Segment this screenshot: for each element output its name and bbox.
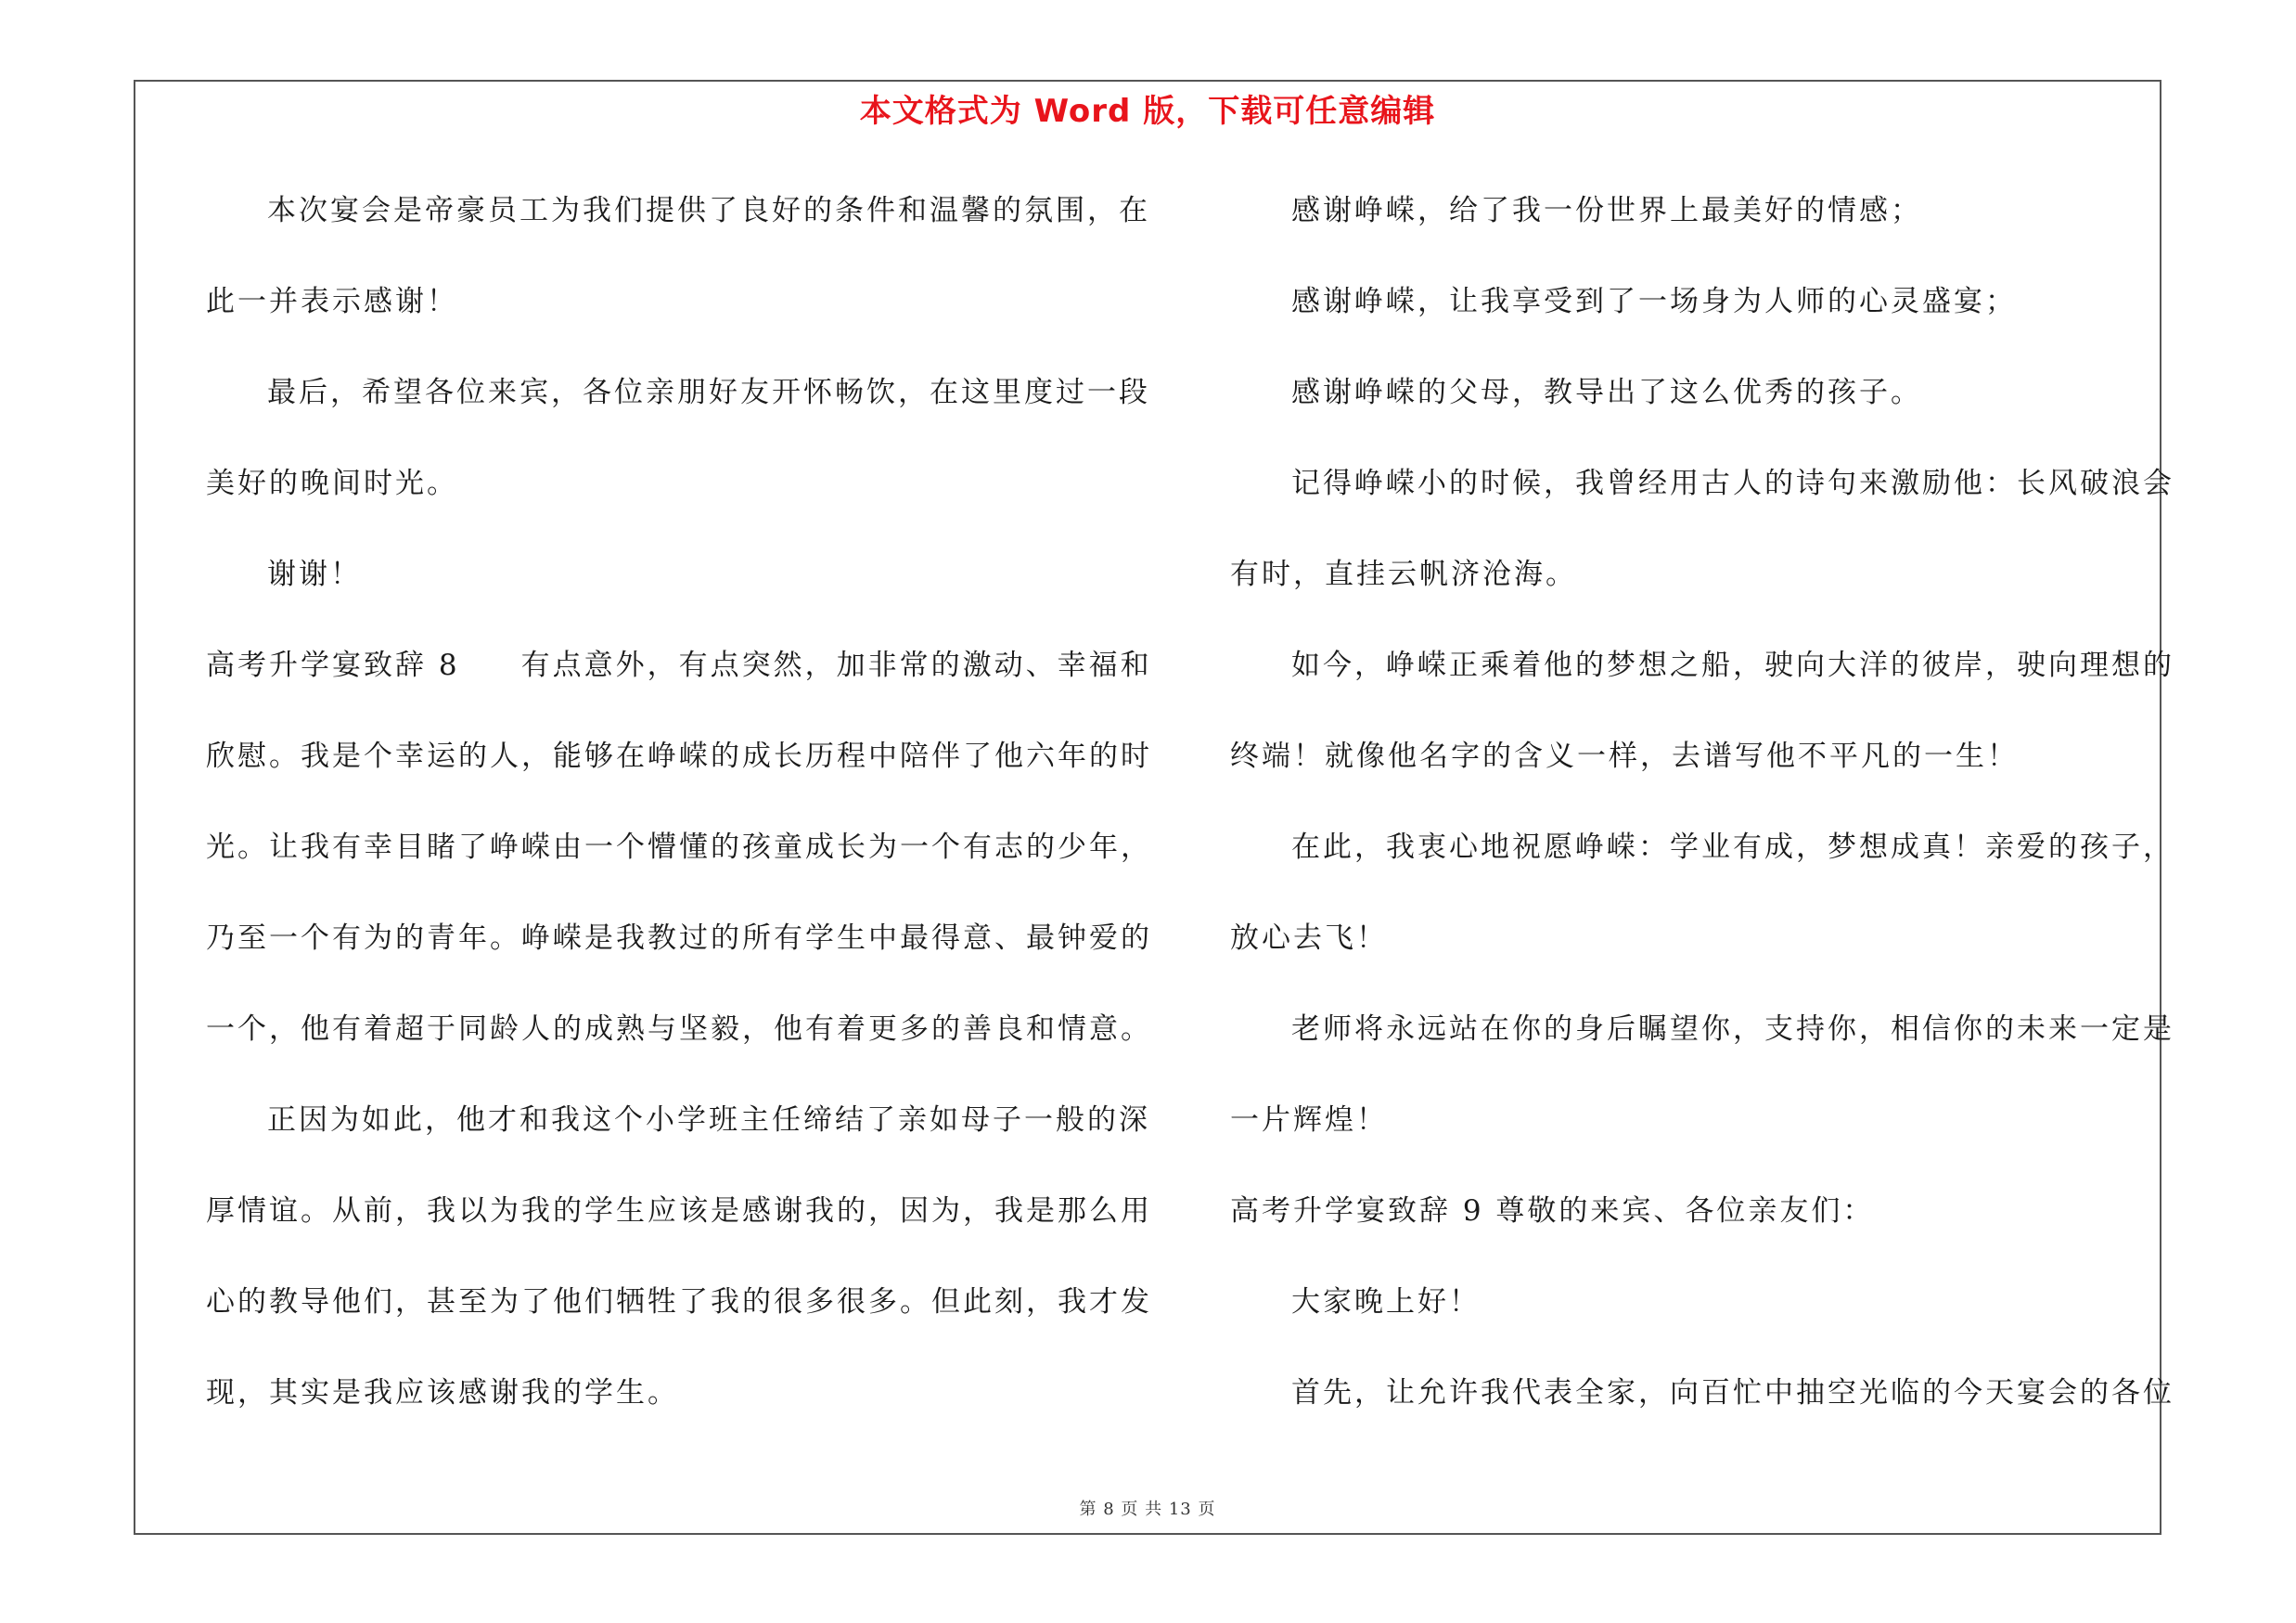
paragraph-line: 首先，让允许我代表全家，向百忙中抽空光临的今天宴会的各位 — [1291, 1376, 2174, 1410]
paragraph-line: 终端！就像他名字的含义一样，去谱写他不平凡的一生！ — [1230, 740, 2019, 773]
section-heading: 高考升学宴致辞 8 — [206, 649, 460, 682]
paragraph-line: 有时，直挂云帆济沧海。 — [1230, 558, 1577, 591]
paragraph-line: 正因为如此，他才和我这个小学班主任缔结了亲如母子一般的深 — [267, 1103, 1150, 1137]
paragraph-line: 美好的晚间时光。 — [206, 467, 458, 500]
paragraph-line: 欣慰。我是个幸运的人，能够在峥嵘的成长历程中陪伴了他六年的时 — [206, 740, 1152, 773]
paragraph-line: 乃至一个有为的青年。峥嵘是我教过的所有学生中最得意、最钟爱的 — [206, 921, 1152, 955]
right-column — [1230, 187, 2174, 1461]
paragraph-line: 一片辉煌！ — [1230, 1103, 1388, 1137]
paragraph-line: 感谢峥嵘，让我享受到了一场身为人师的心灵盛宴； — [1291, 285, 2017, 318]
paragraph-line: 一个，他有着超于同龄人的成熟与坚毅，他有着更多的善良和情意。 — [206, 1012, 1152, 1046]
paragraph-line: 此一并表示感谢！ — [206, 285, 458, 318]
section-heading-line: 高考升学宴致辞 9 尊敬的来宾、各位亲友们： — [1230, 1194, 1875, 1228]
paragraph-line: 谢谢！ — [267, 558, 362, 591]
paragraph-line: 本次宴会是帝豪员工为我们提供了良好的条件和温馨的氛围，在 — [267, 194, 1150, 227]
section-heading-line — [206, 642, 1152, 733]
paragraph-line: 大家晚上好！ — [1291, 1285, 1481, 1319]
paragraph-line: 在此，我衷心地祝愿峥嵘：学业有成，梦想成真！亲爱的孩子， — [1291, 831, 2174, 864]
section-heading-text: 有点意外，有点突然，加非常的激动、幸福和 — [520, 649, 1152, 682]
paragraph-line: 心的教导他们，甚至为了他们牺牲了我的很多很多。但此刻，我才发 — [206, 1285, 1152, 1319]
paragraph-line: 老师将永远站在你的身后瞩望你，支持你，相信你的未来一定是 — [1291, 1012, 2174, 1046]
page-footer: 第 8 页 共 13 页 — [1079, 1500, 1216, 1519]
paragraph-line: 最后，希望各位来宾，各位亲朋好友开怀畅饮，在这里度过一段 — [267, 376, 1150, 409]
paragraph-line: 如今，峥嵘正乘着他的梦想之船，驶向大洋的彼岸，驶向理想的 — [1291, 649, 2174, 682]
paragraph-line: 感谢峥嵘，给了我一份世界上最美好的情感； — [1291, 194, 1922, 227]
paragraph-line: 记得峥嵘小的时候，我曾经用古人的诗句来激励他：长风破浪会 — [1291, 467, 2174, 500]
paragraph-line: 感谢峥嵘的父母，教导出了这么优秀的孩子。 — [1291, 376, 1922, 409]
paragraph-line: 现，其实是我应该感谢我的学生。 — [206, 1376, 679, 1410]
left-column — [206, 187, 1152, 1461]
format-banner: 本文格式为 Word 版，下载可任意编辑 — [859, 93, 1436, 130]
paragraph-line: 厚情谊。从前，我以为我的学生应该是感谢我的，因为，我是那么用 — [206, 1194, 1152, 1228]
paragraph-line: 光。让我有幸目睹了峥嵘由一个懵懂的孩童成长为一个有志的少年， — [206, 831, 1152, 864]
paragraph-line: 放心去飞！ — [1230, 921, 1388, 955]
